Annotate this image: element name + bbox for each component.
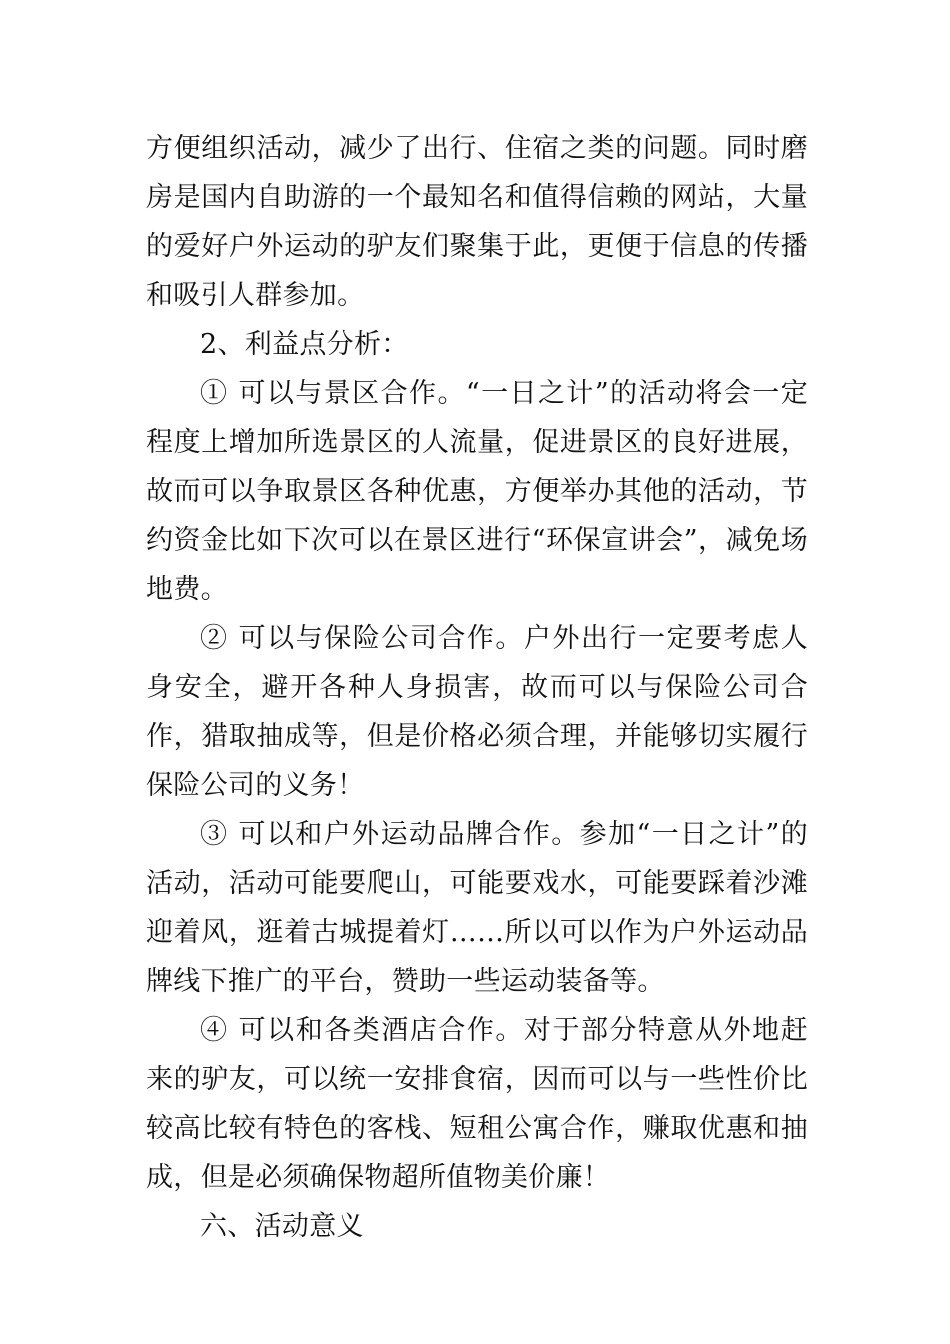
paragraph-insurance-cooperation: ② 可以与保险公司合作。户外出行一定要考虑人身安全，避开各种人身损害，故而可以与保险公司合作，猎取抽成等，但是价格必须合理，并能够切实履行保险公司的义务！ — [146, 623, 808, 801]
paragraph-scenic-area-cooperation: ① 可以与景区合作。“一日之计”的活动将会一定程度上增加所选景区的人流量，促进景区的良好进展，故而可以争取景区各种优惠，方便举办其他的活动，节约资金比如下次可以在景区进行“环保宣讲会”，减免场地费。 — [146, 378, 808, 605]
paragraph-hotel-cooperation: ④ 可以和各类酒店合作。对于部分特意从外地赶来的驴友，可以统一安排食宿，因而可以与一些性价比较高比较有特色的客栈、短租公寓合作，赚取优惠和抽成，但是必须确保物超所值物美价廉！ — [146, 1015, 808, 1193]
heading-benefit-analysis: 2、利益点分析： — [200, 329, 409, 360]
document-body — [146, 124, 808, 1251]
paragraph-outdoor-brand-cooperation: ③ 可以和户外运动品牌合作。参加“一日之计”的活动，活动可能要爬山，可能要戏水，可能要踩着沙滩迎着风，逛着古城提着灯……所以可以作为户外运动品牌线下推广的平台，赞助一些运动装备等。 — [146, 819, 808, 997]
paragraph-continuation: 方便组织活动，减少了出行、住宿之类的问题。同时磨房是国内自助游的一个最知名和值得信赖的网站，大量的爱好户外运动的驴友们聚集于此，更便于信息的传播和吸引人群参加。 — [146, 133, 808, 311]
heading-activity-significance: 六、活动意义 — [200, 1211, 364, 1242]
